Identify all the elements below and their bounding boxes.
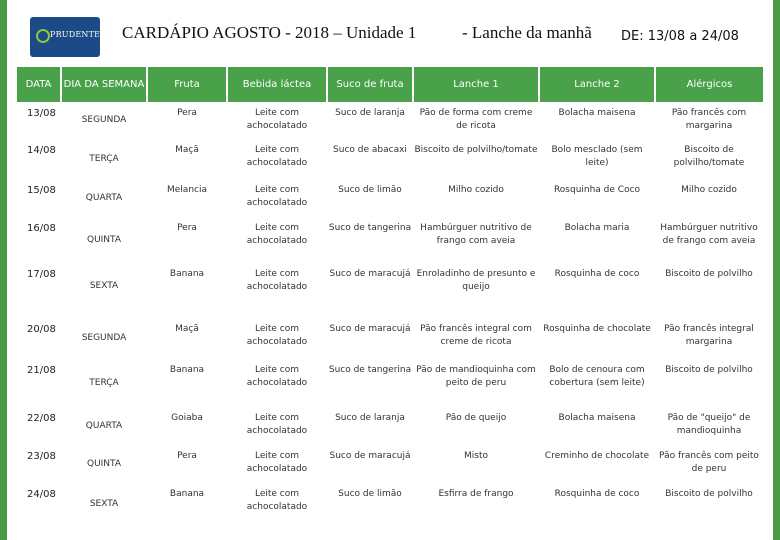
school-logo xyxy=(30,17,100,57)
date-cell: 17/08 xyxy=(27,269,56,280)
suco-cell: Suco de maracujá xyxy=(329,269,411,279)
lanche2-cell: Creminho de chocolate xyxy=(544,451,650,461)
table-row xyxy=(17,314,763,359)
bebida-cell: Leite com achocolatado xyxy=(246,365,308,388)
lanche1-cell: Pão de forma com creme de ricota xyxy=(419,108,533,131)
fruta-cell: Pera xyxy=(177,451,197,461)
column-header-fruta: Fruta xyxy=(147,67,227,102)
bebida-cell: Leite com achocolatado xyxy=(246,269,308,292)
alergicos-cell: Pão de "queijo" de mandioquinha xyxy=(667,413,751,436)
column-header-data: DATA xyxy=(17,67,61,102)
date-cell: 24/08 xyxy=(27,489,56,500)
date-cell: 20/08 xyxy=(17,314,61,359)
suco-cell: Suco de limão xyxy=(338,489,402,499)
lanche1-cell: Milho cozido xyxy=(448,185,504,195)
weekday-cell: TERÇA xyxy=(89,153,119,164)
lanche2-cell: Bolo mesclado (sem leite) xyxy=(551,145,643,168)
logo-emblem-icon xyxy=(36,29,50,43)
date-cell: 13/08 xyxy=(27,108,56,119)
alergicos-cell: Hambúrguer nutritivo de frango com aveia xyxy=(660,223,758,246)
alergicos-cell: Biscoito de polvilho/tomate xyxy=(673,145,745,168)
lanche1-cell: Hambúrguer nutritivo de frango com aveia xyxy=(420,223,532,246)
suco-cell: Suco de maracujá xyxy=(329,451,411,461)
suco-cell: Suco de limão xyxy=(338,185,402,195)
page-title: CARDÁPIO AGOSTO - 2018 – Unidade 1 xyxy=(122,23,417,42)
date-range: DE: 13/08 a 24/08 xyxy=(621,29,739,44)
date-cell: 22/08 xyxy=(27,413,56,424)
table-row xyxy=(17,217,763,263)
lanche2-cell: Rosquinha de chocolate xyxy=(539,314,655,359)
suco-cell: Suco de tangerina xyxy=(328,365,412,375)
column-header-lanche-1: Lanche 1 xyxy=(413,67,539,102)
date-cell: 23/08 xyxy=(27,451,56,462)
alergicos-cell: Milho cozido xyxy=(681,185,737,195)
table-row xyxy=(17,263,763,314)
fruta-cell: Banana xyxy=(169,365,205,375)
lanche1-cell: Pão de mandioquinha com peito de peru xyxy=(416,365,536,388)
weekday-cell: TERÇA xyxy=(89,377,119,388)
suco-cell: Suco de maracujá xyxy=(327,314,413,359)
fruta-cell: Maçã xyxy=(147,314,227,359)
fruta-cell: Goiaba xyxy=(171,413,203,423)
alergicos-cell: Biscoito de polvilho xyxy=(665,489,753,499)
date-cell: 16/08 xyxy=(27,223,56,234)
table-row xyxy=(17,407,763,445)
column-header-dia-da-semana: DIA DA SEMANA xyxy=(61,67,147,102)
alergicos-cell: Biscoito de polvilho xyxy=(665,269,753,279)
bebida-cell: Leite com achocolatado xyxy=(246,108,308,131)
table-row xyxy=(17,179,763,217)
date-cell: 21/08 xyxy=(27,365,56,376)
weekday-cell: SEXTA xyxy=(89,498,119,509)
alergicos-cell: Biscoito de polvilho xyxy=(665,365,753,375)
lanche2-cell: Rosquinha de coco xyxy=(554,489,640,499)
lanche1-cell: Enroladinho de presunto e queijo xyxy=(416,269,536,292)
table-row xyxy=(17,102,763,139)
bebida-cell: Leite com achocolatado xyxy=(227,314,327,359)
date-cell: 14/08 xyxy=(27,145,56,156)
table-row xyxy=(17,483,763,525)
bebida-cell: Leite com achocolatado xyxy=(246,145,308,168)
column-header-suco-de-fruta: Suco de fruta xyxy=(327,67,413,102)
header-row xyxy=(17,67,763,102)
alergicos-cell: Pão francês integral margarina xyxy=(655,314,763,359)
meal-title: - Lanche da manhã xyxy=(462,23,592,42)
column-header-bebida-lactea: Bebida láctea xyxy=(227,67,327,102)
lanche1-cell: Misto xyxy=(464,451,488,461)
date-cell: 15/08 xyxy=(27,185,56,196)
table-row xyxy=(17,139,763,179)
lanche2-cell: Bolo de cenoura com cobertura (sem leite) xyxy=(549,365,645,388)
fruta-cell: Maçã xyxy=(175,145,199,155)
weekday-cell: SEGUNDA xyxy=(81,115,127,125)
fruta-cell: Banana xyxy=(169,269,205,279)
weekday-cell: SEXTA xyxy=(89,281,119,291)
bebida-cell: Leite com achocolatado xyxy=(246,489,308,512)
suco-cell: Suco de tangerina xyxy=(328,223,412,233)
bebida-cell: Leite com achocolatado xyxy=(246,413,308,436)
weekday-cell: SEGUNDA xyxy=(61,314,147,359)
weekday-cell: QUARTA xyxy=(85,420,123,431)
logo-text: PRUDENTE xyxy=(50,30,100,39)
fruta-cell: Pera xyxy=(177,223,197,233)
alergicos-cell: Pão francês com peito de peru xyxy=(659,451,759,474)
lanche2-cell: Rosquinha de coco xyxy=(554,269,640,279)
bebida-cell: Leite com achocolatado xyxy=(246,185,308,208)
lanche2-cell: Bolacha maria xyxy=(564,223,630,233)
bebida-cell: Leite com achocolatado xyxy=(246,451,308,474)
suco-cell: Suco de laranja xyxy=(335,108,405,118)
lanche1-cell: Pão francês integral com creme de ricota xyxy=(413,314,539,359)
menu-table xyxy=(17,67,763,525)
column-header-alergicos: Alérgicos xyxy=(655,67,763,102)
fruta-cell: Melancia xyxy=(167,185,207,195)
weekday-cell: QUARTA xyxy=(85,192,123,203)
table-row xyxy=(17,359,763,407)
lanche2-cell: Bolacha maisena xyxy=(558,108,636,118)
weekday-cell: QUINTA xyxy=(86,234,121,245)
lanche1-cell: Pão de queijo xyxy=(445,413,507,423)
alergicos-cell: Pão francês com margarina xyxy=(671,108,747,131)
column-header-lanche-2: Lanche 2 xyxy=(539,67,655,102)
weekday-cell: QUINTA xyxy=(86,458,121,469)
lanche1-cell: Biscoito de polvilho/tomate xyxy=(414,145,538,155)
lanche2-cell: Bolacha maisena xyxy=(558,413,636,423)
lanche1-cell: Esfirra de frango xyxy=(438,489,514,499)
suco-cell: Suco de laranja xyxy=(335,413,405,423)
bebida-cell: Leite com achocolatado xyxy=(246,223,308,246)
suco-cell: Suco de abacaxi xyxy=(333,145,407,155)
table-row xyxy=(17,445,763,483)
lanche2-cell: Rosquinha de Coco xyxy=(553,185,641,195)
fruta-cell: Pera xyxy=(177,108,197,118)
fruta-cell: Banana xyxy=(169,489,205,499)
